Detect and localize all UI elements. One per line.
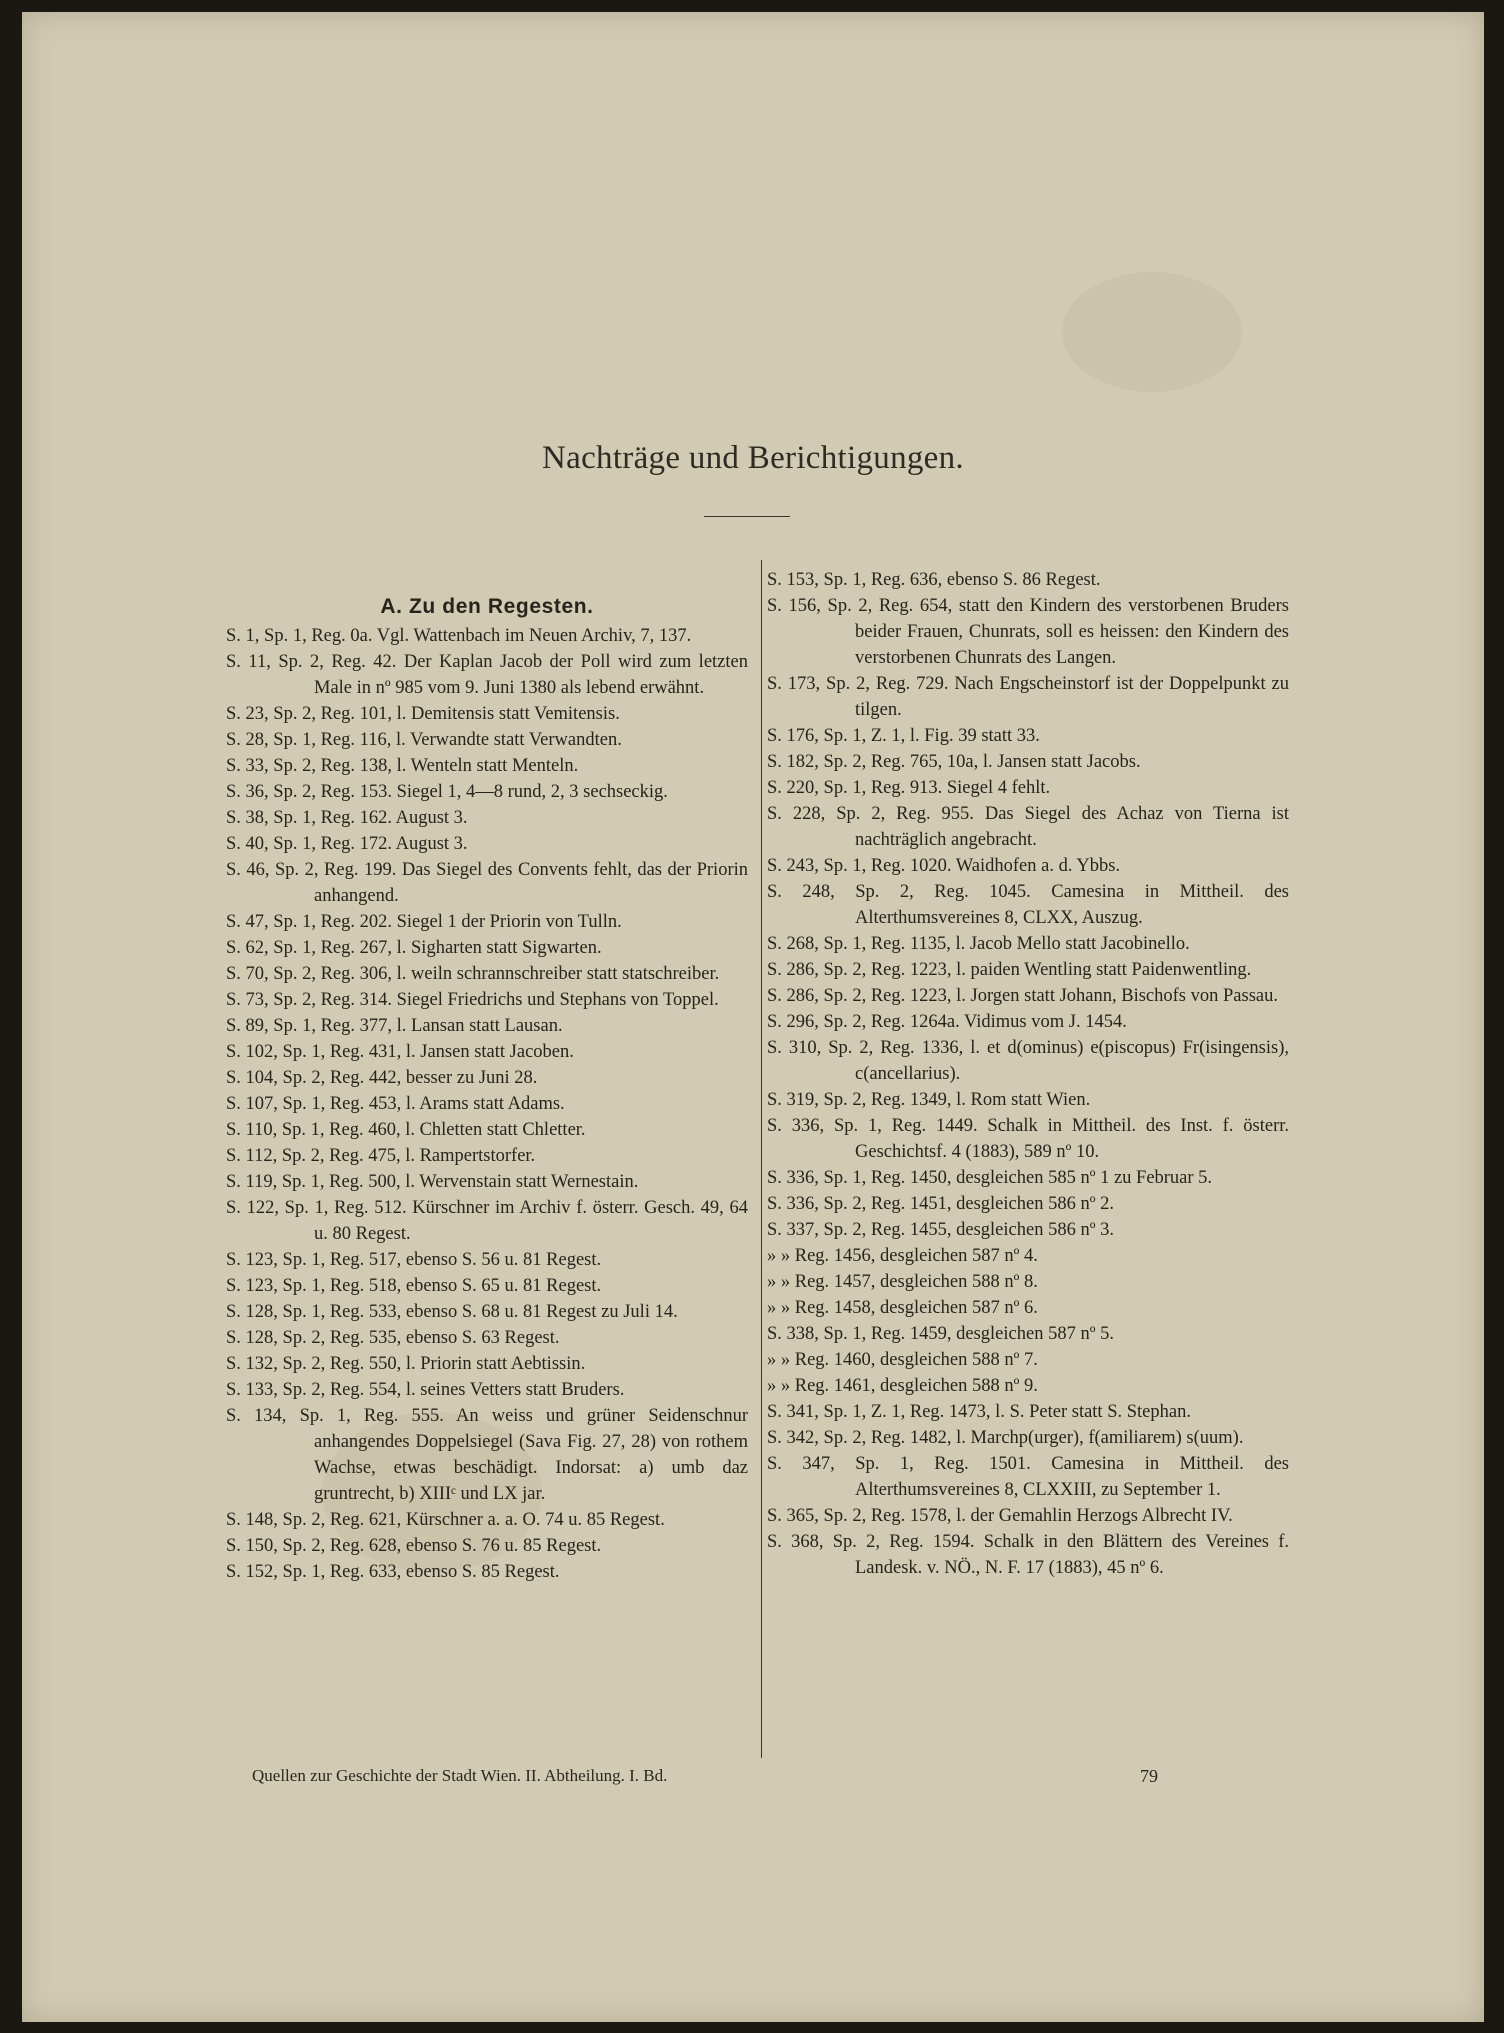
document-page xyxy=(22,12,1484,2022)
correction-entry: S. 33, Sp. 2, Reg. 138, l. Wenteln statt Menteln. xyxy=(226,756,579,776)
correction-entry: S. 286, Sp. 2, Reg. 1223, l. paiden Wentling statt Paidenwentling. xyxy=(767,960,1252,980)
correction-entry: S. 107, Sp. 1, Reg. 453, l. Arams statt Adams. xyxy=(226,1094,565,1114)
correction-entry: S. 337, Sp. 2, Reg. 1455, desgleichen 586 nº 3. xyxy=(767,1220,1114,1240)
section-heading: A. Zu den Regesten. xyxy=(380,595,594,618)
correction-entry: S. 102, Sp. 1, Reg. 431, l. Jansen statt Jacoben. xyxy=(226,1042,574,1062)
right-entries-list xyxy=(767,567,1289,1581)
correction-entry: S. 336, Sp. 1, Reg. 1450, desgleichen 585 nº 1 zu Februar 5. xyxy=(767,1168,1213,1188)
correction-entry: S. 220, Sp. 1, Reg. 913. Siegel 4 fehlt. xyxy=(767,778,1051,798)
correction-entry: S. 28, Sp. 1, Reg. 116, l. Verwandte statt Verwandten. xyxy=(226,730,622,750)
correction-entry: S. 243, Sp. 1, Reg. 1020. Waidhofen a. d. Ybbs. xyxy=(767,856,1121,876)
correction-entry: » » Reg. 1460, desgleichen 588 nº 7. xyxy=(767,1350,1038,1370)
correction-entry: S. 182, Sp. 2, Reg. 765, 10a, l. Jansen statt Jacobs. xyxy=(767,752,1141,772)
correction-entry: S. 268, Sp. 1, Reg. 1135, l. Jacob Mello statt Jacobinello. xyxy=(767,934,1190,954)
column-divider xyxy=(761,560,762,1758)
correction-entry: S. 341, Sp. 1, Z. 1, Reg. 1473, l. S. Peter statt S. Stephan. xyxy=(767,1402,1191,1422)
correction-entry: S. 36, Sp. 2, Reg. 153. Siegel 1, 4—8 rund, 2, 3 sechseckig. xyxy=(226,782,668,802)
correction-entry: S. 133, Sp. 2, Reg. 554, l. seines Vetters statt Bruders. xyxy=(226,1380,625,1400)
correction-entry: » » Reg. 1461, desgleichen 588 nº 9. xyxy=(767,1376,1038,1396)
correction-entry: S. 148, Sp. 2, Reg. 621, Kürschner a. a. O. 74 u. 85 Regest. xyxy=(226,1510,665,1530)
correction-entry: S. 336, Sp. 1, Reg. 1449. Schalk in Mittheil. des Inst. f. österr. Geschichtsf. 4 (1883), 589 nº 10. xyxy=(767,1116,1289,1162)
correction-entry: S. 134, Sp. 1, Reg. 555. An weiss und grüner Seidenschnur anhangendes Doppelsiegel (Sava Fig. 27, 28) von rothem Wachse, etwas beschädigt. Indorsat: a) umb daz gruntrecht, b) XIIIᶜ und LX jar. xyxy=(226,1406,748,1504)
correction-entry: S. 110, Sp. 1, Reg. 460, l. Chletten statt Chletter. xyxy=(226,1120,586,1140)
correction-entry: S. 368, Sp. 2, Reg. 1594. Schalk in den Blättern des Vereines f. Landesk. v. NÖ., N. F. 17 (1883), 45 nº 6. xyxy=(767,1532,1289,1578)
correction-entry: S. 11, Sp. 2, Reg. 42. Der Kaplan Jacob der Poll wird zum letzten Male in nº 985 vom 9. Juni 1380 als lebend erwähnt. xyxy=(226,652,748,698)
right-column xyxy=(767,567,1289,1581)
correction-entry: » » Reg. 1458, desgleichen 587 nº 6. xyxy=(767,1298,1038,1318)
correction-entry: S. 123, Sp. 1, Reg. 517, ebenso S. 56 u. 81 Regest. xyxy=(226,1250,602,1270)
correction-entry: S. 47, Sp. 1, Reg. 202. Siegel 1 der Priorin von Tulln. xyxy=(226,912,622,932)
correction-entry: » » Reg. 1456, desgleichen 587 nº 4. xyxy=(767,1246,1038,1266)
correction-entry: S. 347, Sp. 1, Reg. 1501. Camesina in Mittheil. des Alterthumsvereines 8, CLXXIII, zu September 1. xyxy=(767,1454,1289,1500)
correction-entry: S. 319, Sp. 2, Reg. 1349, l. Rom statt Wien. xyxy=(767,1090,1091,1110)
correction-entry: S. 336, Sp. 2, Reg. 1451, desgleichen 586 nº 2. xyxy=(767,1194,1114,1214)
correction-entry: S. 310, Sp. 2, Reg. 1336, l. et d(ominus) e(piscopus) Fr(isingensis), c(ancellarius). xyxy=(767,1038,1289,1084)
correction-entry: S. 342, Sp. 2, Reg. 1482, l. Marchp(urger), f(amiliarem) s(uum). xyxy=(767,1428,1244,1448)
correction-entry: S. 38, Sp. 1, Reg. 162. August 3. xyxy=(226,808,468,828)
correction-entry: S. 228, Sp. 2, Reg. 955. Das Siegel des Achaz von Tierna ist nachträglich angebracht. xyxy=(767,804,1289,850)
correction-entry: S. 132, Sp. 2, Reg. 550, l. Priorin statt Aebtissin. xyxy=(226,1354,586,1374)
page-number: 79 xyxy=(1140,1766,1158,1786)
correction-entry: S. 104, Sp. 2, Reg. 442, besser zu Juni 28. xyxy=(226,1068,538,1088)
paper-stain xyxy=(1062,272,1242,392)
correction-entry: S. 1, Sp. 1, Reg. 0a. Vgl. Wattenbach im Neuen Archiv, 7, 137. xyxy=(226,626,692,646)
correction-entry: S. 73, Sp. 2, Reg. 314. Siegel Friedrichs und Stephans von Toppel. xyxy=(226,990,719,1010)
correction-entry: S. 365, Sp. 2, Reg. 1578, l. der Gemahlin Herzogs Albrecht IV. xyxy=(767,1506,1233,1526)
correction-entry: » » Reg. 1457, desgleichen 588 nº 8. xyxy=(767,1272,1038,1292)
correction-entry: S. 46, Sp. 2, Reg. 199. Das Siegel des Convents fehlt, das der Priorin anhangend. xyxy=(226,860,748,906)
correction-entry: S. 286, Sp. 2, Reg. 1223, l. Jorgen statt Johann, Bischofs von Passau. xyxy=(767,986,1278,1006)
correction-entry: S. 89, Sp. 1, Reg. 377, l. Lansan statt Lausan. xyxy=(226,1016,563,1036)
correction-entry: S. 119, Sp. 1, Reg. 500, l. Wervenstain statt Wernestain. xyxy=(226,1172,639,1192)
left-entries-list xyxy=(226,623,748,1585)
correction-entry: S. 296, Sp. 2, Reg. 1264a. Vidimus vom J. 1454. xyxy=(767,1012,1127,1032)
correction-entry: S. 150, Sp. 2, Reg. 628, ebenso S. 76 u. 85 Regest. xyxy=(226,1536,602,1556)
correction-entry: S. 156, Sp. 2, Reg. 654, statt den Kindern des verstorbenen Bruders beider Frauen, Chunrats, soll es heissen: den Kindern des verstorbenen Chunrats des Langen. xyxy=(767,596,1289,668)
correction-entry: S. 173, Sp. 2, Reg. 729. Nach Engscheinstorf ist der Doppelpunkt zu tilgen. xyxy=(767,674,1289,720)
correction-entry: S. 176, Sp. 1, Z. 1, l. Fig. 39 statt 33. xyxy=(767,726,1040,746)
left-column xyxy=(226,593,748,1585)
correction-entry: S. 123, Sp. 1, Reg. 518, ebenso S. 65 u. 81 Regest. xyxy=(226,1276,602,1296)
footer-source: Quellen zur Geschichte der Stadt Wien. II. Abtheilung. I. Bd. xyxy=(252,1766,668,1785)
correction-entry: S. 23, Sp. 2, Reg. 101, l. Demitensis statt Vemitensis. xyxy=(226,704,620,724)
correction-entry: S. 128, Sp. 2, Reg. 535, ebenso S. 63 Regest. xyxy=(226,1328,560,1348)
title-rule xyxy=(704,516,790,517)
correction-entry: S. 338, Sp. 1, Reg. 1459, desgleichen 587 nº 5. xyxy=(767,1324,1114,1344)
correction-entry: S. 70, Sp. 2, Reg. 306, l. weiln schrannschreiber statt statschreiber. xyxy=(226,964,720,984)
correction-entry: S. 128, Sp. 1, Reg. 533, ebenso S. 68 u. 81 Regest zu Juli 14. xyxy=(226,1302,678,1322)
correction-entry: S. 62, Sp. 1, Reg. 267, l. Sigharten statt Sigwarten. xyxy=(226,938,602,958)
correction-entry: S. 122, Sp. 1, Reg. 512. Kürschner im Archiv f. österr. Gesch. 49, 64 u. 80 Regest. xyxy=(226,1198,748,1244)
correction-entry: S. 40, Sp. 1, Reg. 172. August 3. xyxy=(226,834,468,854)
correction-entry: S. 248, Sp. 2, Reg. 1045. Camesina in Mittheil. des Alterthumsvereines 8, CLXX, Auszug. xyxy=(767,882,1289,928)
correction-entry: S. 112, Sp. 2, Reg. 475, l. Rampertstorfer. xyxy=(226,1146,536,1166)
page-title: Nachträge und Berichtigungen. xyxy=(542,440,964,476)
correction-entry: S. 153, Sp. 1, Reg. 636, ebenso S. 86 Regest. xyxy=(767,570,1101,590)
correction-entry: S. 152, Sp. 1, Reg. 633, ebenso S. 85 Regest. xyxy=(226,1562,560,1582)
